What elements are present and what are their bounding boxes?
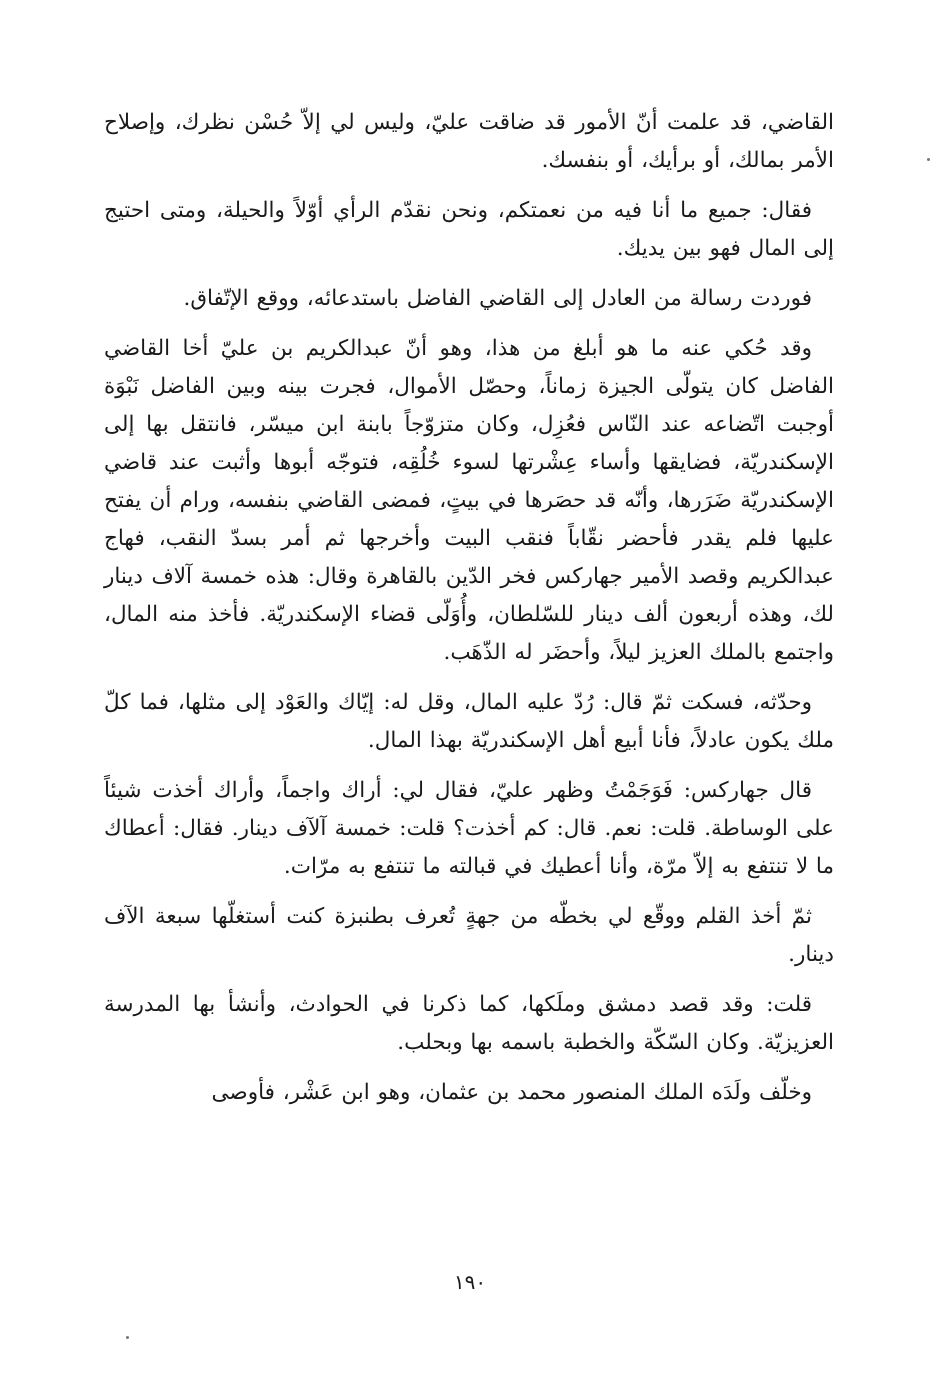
paragraph-9: وخلّف ولَدَه الملك المنصور محمد بن عثمان، وهو ابن عَشْر، فأوصى (211, 1080, 812, 1105)
paragraph-2: فقال: جميع ما أنا فيه من نعمتكم، ونحن نقدّم الرأي أوّلاً والحيلة، ومتى احتيج إلى المال فهو بين يديك. (104, 198, 834, 261)
paragraph-7: ثمّ أخذ القلم ووقّع لي بخطّه من جهةٍ تُعرف بطنبزة كنت أستغلّها سبعة الآف دينار. (104, 904, 834, 967)
paragraph-6: قال جهاركس: فَوَجَمْتُ وظهر عليّ، فقال لي: أراك واجماً، وأراك أخذت شيئاً على الوساطة. قلت: نعم. قال: كم أخذت؟ قلت: خمسة آلآف دينار. فقال: أعطاك ما لا تنتفع به إلاّ مرّة، وأنا أعطيك في قبالته ما تنتفع به مرّات. (104, 778, 834, 879)
paragraph-3: فوردت رسالة من العادل إلى القاضي الفاضل باستدعائه، ووقع الإتّفاق. (183, 286, 812, 311)
body-text (104, 104, 834, 1124)
paragraph-4: وقد حُكي عنه ما هو أبلغ من هذا، وهو أنّ عبدالكريم بن عليّ أخا القاضي الفاضل كان يتولّى الجيزة زماناً، وحصّل الأموال، فجرت بينه وبين الفاضل نَبْوَة أوجبت اتّضاعه عند النّاس فعُزِل، وكان متزوّجاً بابنة ابن ميسّر، فانتقل بها إلى الإسكندريّة، فضايقها وأساء عِشْرتها لسوء خُلُقِه، فتوجّه أبوها وأثبت عند قاضي الإسكندريّة ضَرَرها، وأنّه قد حصَرها في بيتٍ، فمضى القاضي بنفسه، ورام أن يفتح عليها فلم يقدر فأحضر نقّاباً فنقب البيت وأخرجها ثم أمر بسدّ النقب، فهاج عبدالكريم وقصد الأمير جهاركس فخر الدّين بالقاهرة وقال: هذه خمسة آلاف دينار لك، وهذه أربعون ألف دينار للسّلطان، وأُوَلّى قضاء الإسكندريّة. فأخذ منه المال، واجتمع بالملك العزيز ليلاً، وأحضَر له الذّهَب. (104, 336, 834, 665)
paragraph-8: قلت: وقد قصد دمشق وملَكها، كما ذكرنا في الحوادث، وأنشأ بها المدرسة العزيزيّة. وكان السّكّة والخطبة باسمه بها وبحلب. (104, 992, 834, 1055)
paragraph-1: القاضي، قد علمت أنّ الأمور قد ضاقت عليّ، وليس لي إلاّ حُسْن نظرك، وإصلاح الأمر بمالك، أو برأيك، أو بنفسك. (104, 110, 834, 173)
page-number: ١٩٠ (453, 1270, 487, 1294)
paragraph-5: وحدّثه، فسكت ثمّ قال: رُدّ عليه المال، وقل له: إيّاك والعَوْد إلى مثلها، فما كلّ ملك يكون عادلاً، فأنا أبيع أهل الإسكندريّة بهذا المال. (104, 690, 834, 753)
scan-speck (126, 1336, 129, 1339)
scan-speck (927, 158, 930, 161)
